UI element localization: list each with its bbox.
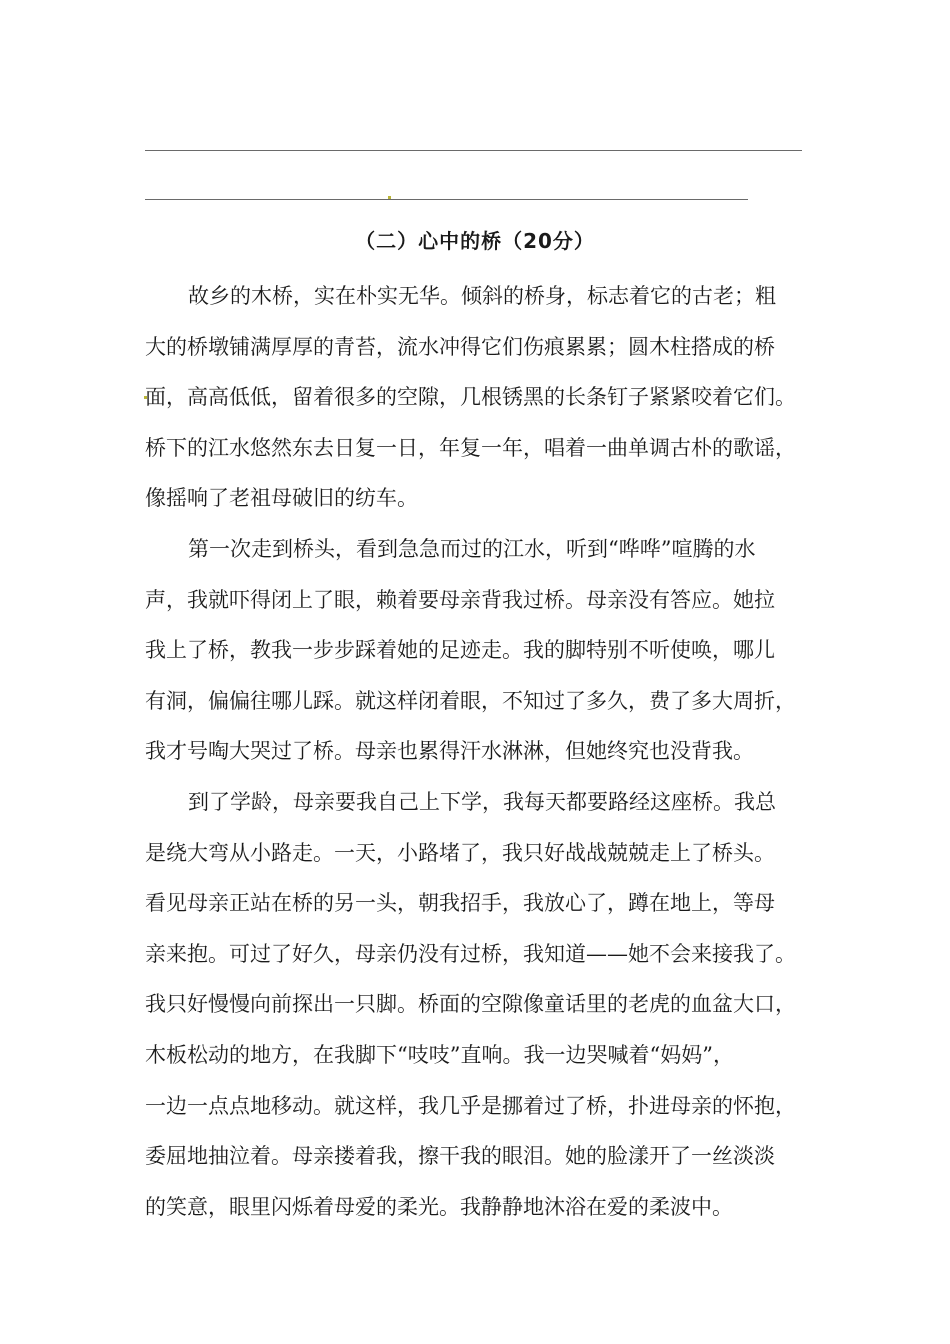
text-line: 我上了桥，教我一步步踩着她的足迹走。我的脚特别不听使唤，哪儿 (145, 638, 775, 663)
text-line: 故乡的木桥，实在朴实无华。倾斜的桥身，标志着它的古老；粗 (188, 284, 776, 308)
answer-line-1 (145, 150, 802, 151)
section-title: （二）心中的桥（20分） (355, 229, 595, 253)
paragraph-2 (145, 524, 825, 777)
text-line: 桥下的江水悠然东去日复一日，年复一年，唱着一曲单调古朴的歌谣， (145, 435, 796, 460)
text-line: 有洞，偏偏往哪儿踩。就这样闭着眼，不知过了多久，费了多大周折， (145, 688, 796, 713)
text-line: 木板松动的地方，在我脚下“吱吱”直响。我一边哭喊着“妈妈”， (145, 1042, 734, 1067)
ink-speck (388, 196, 391, 199)
text-line: 是绕大弯从小路走。一天，小路堵了，我只好战战兢兢走上了桥头。 (145, 840, 775, 865)
text-line: 声，我就吓得闭上了眼，赖着要母亲背我过桥。母亲没有答应。她拉 (145, 587, 775, 612)
text-line: 到了学龄，母亲要我自己上下学，我每天都要路经这座桥。我总 (188, 789, 776, 814)
text-line: 像摇响了老祖母破旧的纺车。 (145, 486, 418, 511)
text-line: 大的桥墩铺满厚厚的青苔，流水冲得它们伤痕累累；圆木柱搭成的桥 (145, 334, 775, 359)
text-line: 第一次走到桥头，看到急急而过的江水，听到“哗哗”喧腾的水 (188, 536, 756, 561)
paragraph-1 (145, 271, 825, 524)
text-line: 亲来抱。可过了好久，母亲仍没有过桥，我知道——她不会来接我了。 (145, 941, 796, 966)
article-body (145, 271, 825, 1232)
answer-line-2 (145, 199, 748, 200)
text-line: 一边一点点地移动。就这样，我几乎是挪着过了桥，扑进母亲的怀抱， (145, 1093, 796, 1118)
text-line: 看见母亲正站在桥的另一头，朝我招手，我放心了，蹲在地上，等母 (145, 891, 775, 916)
text-line: 我才号啕大哭过了桥。母亲也累得汗水淋淋，但她终究也没背我。 (145, 739, 754, 764)
text-line: 的笑意，眼里闪烁着母爱的柔光。我静静地沐浴在爱的柔波中。 (145, 1194, 733, 1219)
text-line: 我只好慢慢向前探出一只脚。桥面的空隙像童话里的老虎的血盆大口， (145, 992, 796, 1017)
text-line: 委屈地抽泣着。母亲搂着我，擦干我的眼泪。她的脸漾开了一丝淡淡 (145, 1144, 775, 1169)
text-line: 面，高高低低，留着很多的空隙，几根锈黑的长条钉子紧紧咬着它们。 (145, 385, 796, 410)
paragraph-3 (145, 777, 825, 1232)
